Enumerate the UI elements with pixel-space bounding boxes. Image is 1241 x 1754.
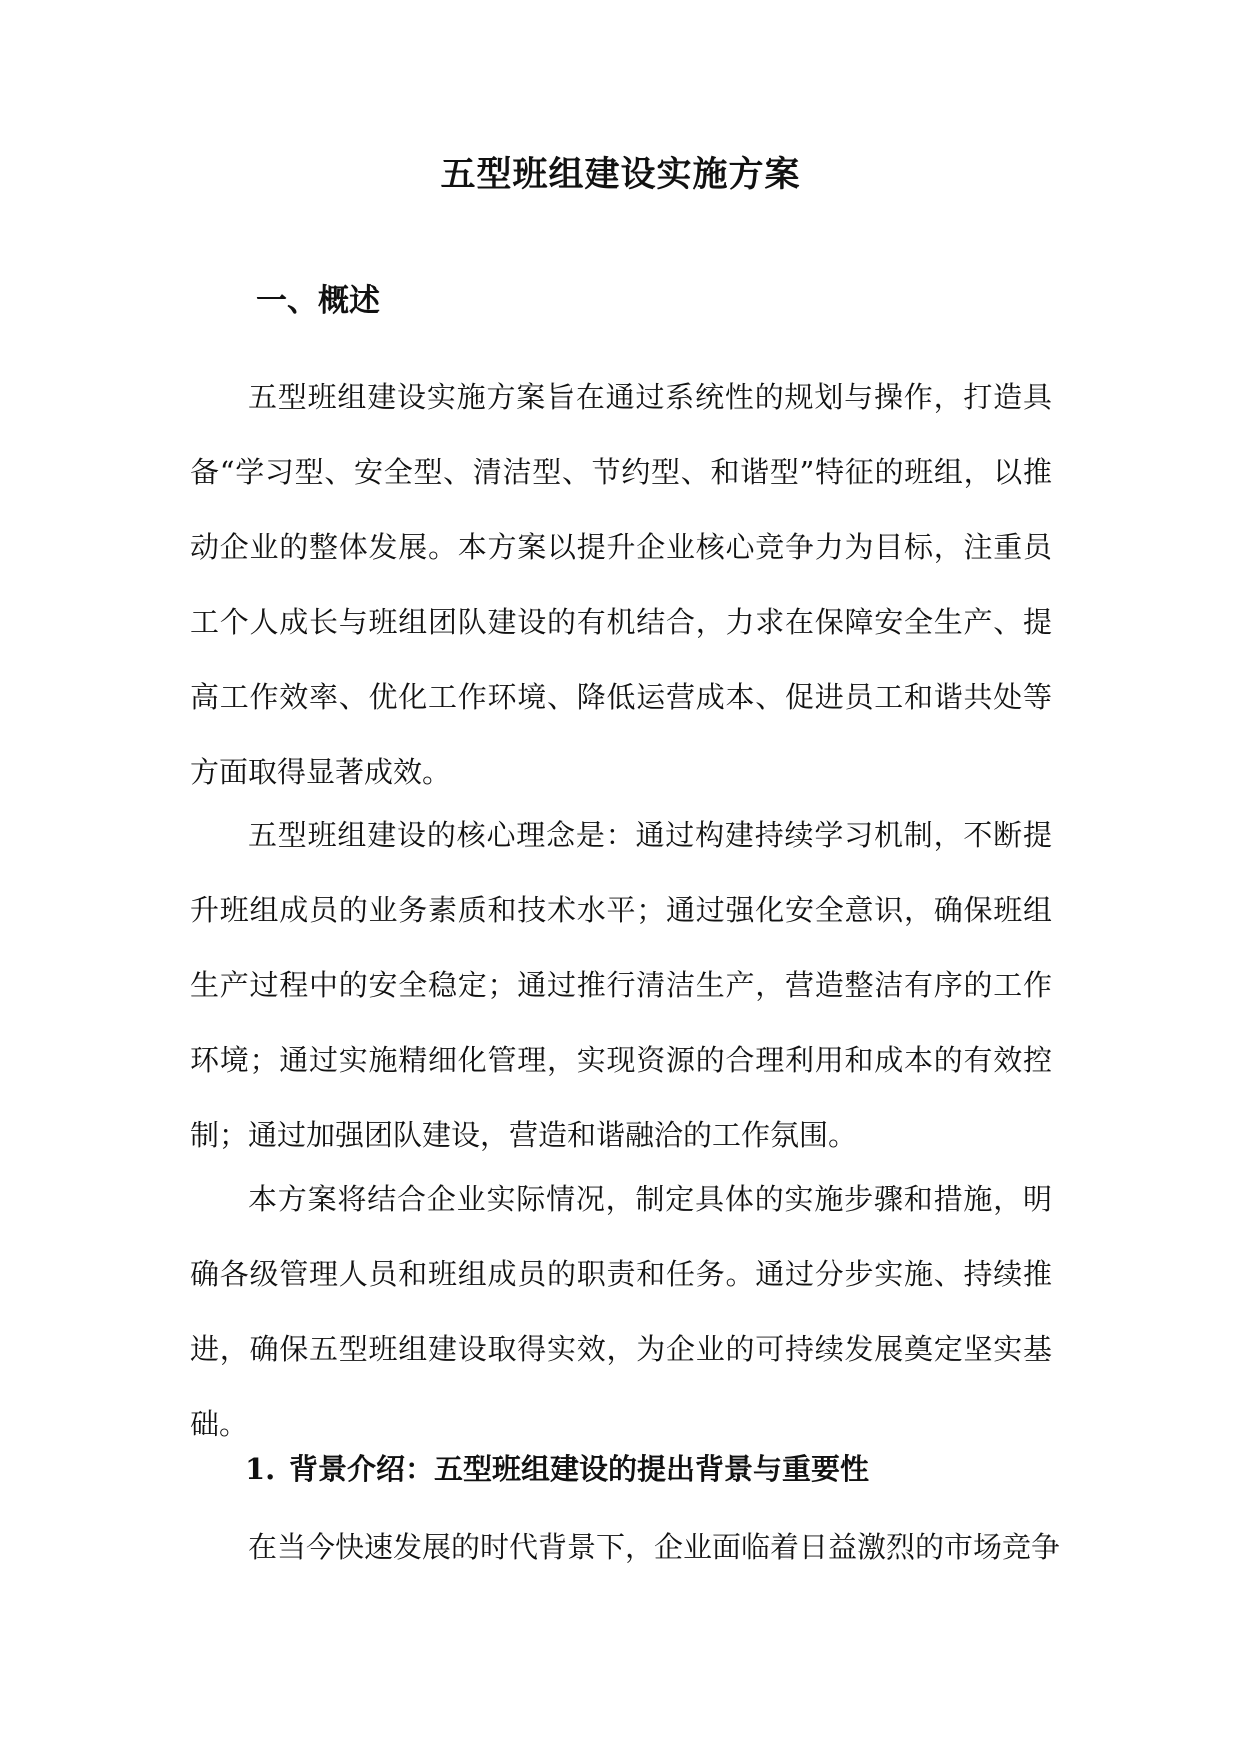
subsection-title: 背景介绍：五型班组建设的提出背景与重要性	[289, 1452, 870, 1486]
subsection-heading-background	[245, 1446, 869, 1492]
paragraph-overview-2: 五型班组建设的核心理念是：通过构建持续学习机制，不断提升班组成员的业务素质和技术水平；通过强化安全意识，确保班组生产过程中的安全稳定；通过推行清洁生产，营造整洁有序的工作环境；通过实施精细化管理，实现资源的合理利用和成本的有效控制；通过加强团队建设，营造和谐融洽的工作氛围。	[190, 818, 1052, 1152]
paragraph-overview-1: 五型班组建设实施方案旨在通过系统性的规划与操作，打造具备“学习型、安全型、清洁型、节约型、和谐型”特征的班组，以推动企业的整体发展。本方案以提升企业核心竞争力为目标，注重员工个人成长与班组团队建设的有机结合，力求在保障安全生产、提高工作效率、优化工作环境、降低运营成本、促进员工和谐共处等方面取得显著成效。	[190, 380, 1052, 789]
subsection-number: 1.	[245, 1452, 276, 1486]
paragraph-background-1: 在当今快速发展的时代背景下，企业面临着日益激烈的市场竞争	[248, 1530, 1061, 1564]
section-heading-overview: 一、概述	[256, 283, 380, 319]
document-title: 五型班组建设实施方案	[440, 154, 801, 195]
paragraph-overview-3: 本方案将结合企业实际情况，制定具体的实施步骤和措施，明确各级管理人员和班组成员的职责和任务。通过分步实施、持续推进，确保五型班组建设取得实效，为企业的可持续发展奠定坚实基础。	[190, 1182, 1052, 1441]
